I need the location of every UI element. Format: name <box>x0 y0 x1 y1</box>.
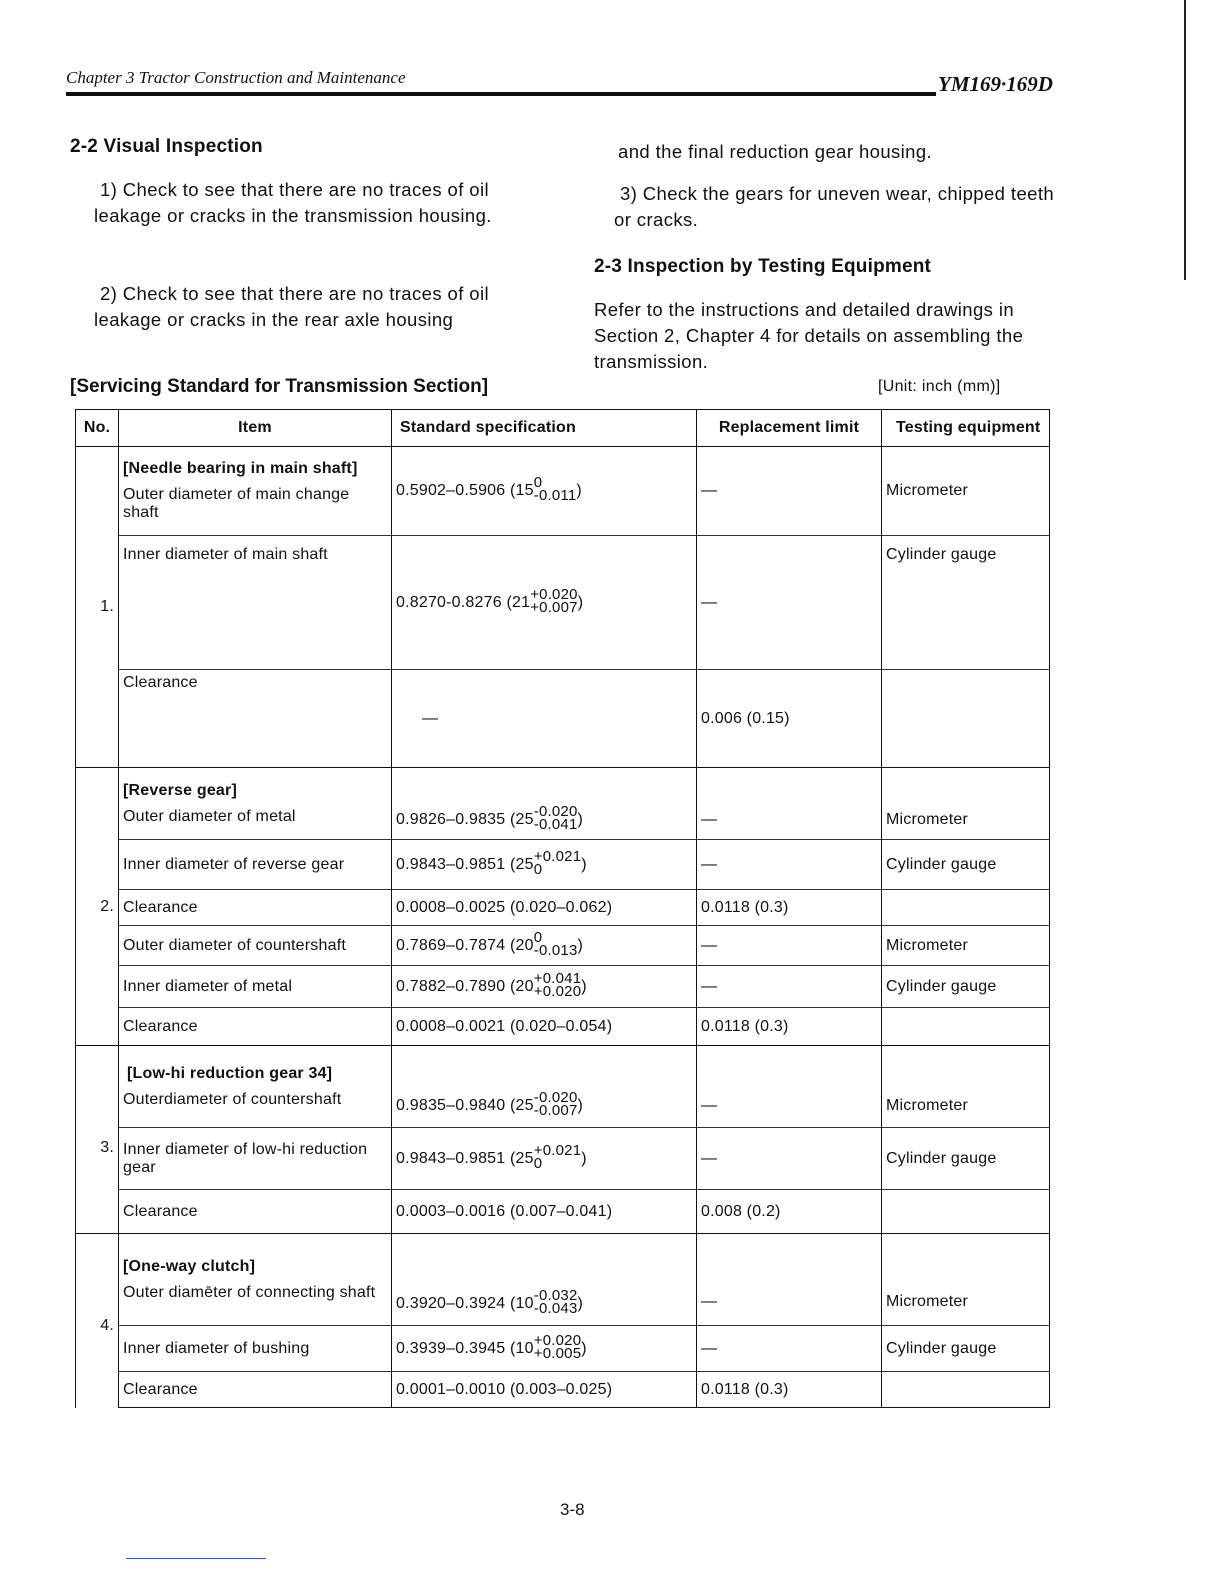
table-row <box>76 670 1050 768</box>
model-header: YM169·169D <box>938 72 1053 96</box>
group-number: 1. <box>76 447 119 768</box>
testing-cell: Micrometer <box>882 768 1050 840</box>
item-label: Clearance <box>119 1372 392 1408</box>
std-close: ) <box>581 1149 587 1167</box>
std-close: ) <box>577 1097 584 1115</box>
tol-upper: +0.041 <box>533 969 582 987</box>
tol-lower: +0.007 <box>530 598 578 616</box>
page-edge-line <box>1184 0 1186 280</box>
replacement-cell: 0.0118 (0.3) <box>697 1008 882 1046</box>
table-row <box>76 966 1050 1008</box>
paragraph-3: 3) Check the gears for uneven wear, chipped teeth or cracks. <box>614 183 1055 230</box>
std-close: ) <box>576 482 582 500</box>
table-row <box>76 1234 1050 1326</box>
std-cell: — <box>392 670 697 768</box>
testing-cell <box>882 890 1050 926</box>
std-cell <box>392 536 697 670</box>
tol-upper: +0.020 <box>530 585 578 603</box>
std-value: 0.3920–0.3924 (10 <box>396 1295 534 1313</box>
item-label: Outer diameter of main change shaft <box>123 486 350 521</box>
header-replacement: Replacement limit <box>697 410 882 447</box>
replacement-cell: — <box>697 768 882 840</box>
paragraph-1: 1) Check to see that there are no traces of oil leakage or cracks in the transmission housing. <box>94 179 492 226</box>
std-cell: 0.0008–0.0025 (0.020–0.062) <box>392 890 697 926</box>
group-title: [Reverse gear] <box>123 781 237 799</box>
section-visual-inspection-title: 2-2 Visual Inspection <box>70 136 263 157</box>
tolerance <box>533 928 578 959</box>
table-title: [Servicing Standard for Transmission Section] <box>70 376 489 397</box>
std-value: 0.9843–0.9851 (25 <box>396 1149 534 1167</box>
item-label: Clearance <box>119 1190 392 1234</box>
section-testing-equipment-title: 2-3 Inspection by Testing Equipment <box>594 256 932 277</box>
tol-lower: -0.007 <box>533 1102 578 1119</box>
tol-upper: 0 <box>533 474 543 491</box>
tolerance <box>533 847 582 878</box>
header-no: No. <box>76 410 119 447</box>
table-row <box>76 1046 1050 1128</box>
replacement-cell: 0.0118 (0.3) <box>697 890 882 926</box>
std-value: 0.5902–0.5906 (15 <box>396 482 534 500</box>
tolerance <box>533 969 582 1000</box>
replacement-cell: — <box>697 1234 882 1326</box>
replacement-cell: — <box>697 1128 882 1190</box>
tol-upper: -0.032 <box>533 1287 578 1304</box>
servicing-standard-table <box>75 409 1050 1408</box>
std-cell <box>392 840 697 890</box>
replacement-cell: — <box>697 840 882 890</box>
item-label: Inner diameter of metal <box>119 966 392 1008</box>
testing-cell: Cylinder gauge <box>882 536 1050 670</box>
paragraph-continued: and the final reduction gear housing. <box>618 141 933 162</box>
chapter-header: Chapter 3 Tractor Construction and Maintenance <box>66 68 406 87</box>
table-row <box>76 536 1050 670</box>
unit-label: [Unit: inch (mm)] <box>878 378 1001 395</box>
table-row <box>76 890 1050 926</box>
tol-lower: 0 <box>533 1154 543 1172</box>
testing-cell <box>882 1008 1050 1046</box>
std-close: ) <box>581 855 587 873</box>
tol-upper: -0.020 <box>533 1089 578 1106</box>
std-cell <box>392 1128 697 1190</box>
testing-cell: Cylinder gauge <box>882 1326 1050 1372</box>
table-header-row <box>76 410 1050 447</box>
replacement-cell: — <box>697 926 882 966</box>
item-label: Inner diameter of low-hi reduction gear <box>119 1128 392 1190</box>
testing-cell: Micrometer <box>882 1046 1050 1128</box>
tol-upper: +0.020 <box>533 1331 582 1349</box>
item-cell <box>119 447 392 536</box>
std-close: ) <box>581 977 587 995</box>
item-label: Outerdiameter of countershaft <box>123 1090 342 1108</box>
std-close: ) <box>577 936 584 954</box>
item-label: Outer diamēter of connecting shaft <box>123 1283 376 1301</box>
std-cell <box>392 1326 697 1372</box>
tolerance <box>533 1331 582 1362</box>
std-cell: 0.0003–0.0016 (0.007–0.041) <box>392 1190 697 1234</box>
tol-lower: -0.043 <box>533 1300 578 1317</box>
testing-cell: Micrometer <box>882 447 1050 536</box>
tol-lower: -0.011 <box>533 487 577 504</box>
paragraph-2: 2) Check to see that there are no traces of oil leakage or cracks in the rear axle housing <box>94 283 489 330</box>
item-label: Inner diameter of reverse gear <box>119 840 392 890</box>
testing-cell: Cylinder gauge <box>882 1128 1050 1190</box>
tol-upper: 0 <box>533 928 543 946</box>
tolerance <box>533 1141 582 1172</box>
header-testing: Testing equipment <box>882 410 1050 447</box>
testing-cell <box>882 1372 1050 1408</box>
item-label: Inner diameter of main shaft <box>119 536 392 670</box>
std-cell: 0.0008–0.0021 (0.020–0.054) <box>392 1008 697 1046</box>
group-title: [Needle bearing in main shaft] <box>123 460 358 477</box>
group-number: 2. <box>76 768 119 1046</box>
table-row <box>76 1190 1050 1234</box>
tol-lower: 0 <box>533 860 543 878</box>
tol-upper: +0.021 <box>533 1141 582 1159</box>
item-cell <box>119 1234 392 1326</box>
std-close: ) <box>581 1339 587 1357</box>
std-value: 0.3939–0.3945 (10 <box>396 1339 534 1357</box>
tolerance <box>534 476 577 502</box>
testing-cell: Cylinder gauge <box>882 966 1050 1008</box>
item-label: Outer diameter of metal <box>123 807 296 825</box>
paragraph-4: Refer to the instructions and detailed drawings in Section 2, Chapter 4 for details on assembling the transmission. <box>594 299 1024 372</box>
item-cell <box>119 1046 392 1128</box>
std-cell <box>392 926 697 966</box>
table-row <box>76 768 1050 840</box>
std-value: 0.9826–0.9835 (25 <box>396 811 534 829</box>
decorative-rule <box>126 1558 266 1559</box>
table-row <box>76 1372 1050 1408</box>
group-number: 4. <box>76 1234 119 1408</box>
std-cell <box>392 768 697 840</box>
table-row <box>76 447 1050 536</box>
group-number: 3. <box>76 1046 119 1234</box>
page-number: 3-8 <box>560 1500 585 1519</box>
item-label: Inner diameter of bushing <box>119 1326 392 1372</box>
replacement-cell: — <box>697 447 882 536</box>
testing-cell: Micrometer <box>882 926 1050 966</box>
item-label: Clearance <box>119 670 392 768</box>
std-value: 0.7882–0.7890 (20 <box>396 977 534 995</box>
std-value: 0.7869–0.7874 (20 <box>396 936 534 954</box>
tol-upper: +0.021 <box>533 847 582 865</box>
std-cell <box>392 447 697 536</box>
tolerance <box>530 585 578 616</box>
std-value: 0.9835–0.9840 (25 <box>396 1097 534 1115</box>
std-value: 0.8270-0.8276 (21 <box>396 593 531 611</box>
std-close: ) <box>577 593 584 611</box>
item-cell <box>119 768 392 840</box>
replacement-cell: — <box>697 1046 882 1128</box>
table-row <box>76 1008 1050 1046</box>
header-rule <box>66 92 936 96</box>
replacement-cell: 0.0118 (0.3) <box>697 1372 882 1408</box>
table-row <box>76 840 1050 890</box>
item-label: Outer diameter of countershaft <box>119 926 392 966</box>
group-title: [One-way clutch] <box>123 1257 256 1275</box>
header-item: Item <box>119 410 392 447</box>
tol-lower: -0.041 <box>533 816 578 833</box>
table-row <box>76 926 1050 966</box>
std-value: 0.9843–0.9851 (25 <box>396 855 534 873</box>
std-close: ) <box>577 1295 584 1313</box>
item-label: Clearance <box>119 890 392 926</box>
replacement-cell: — <box>697 1326 882 1372</box>
testing-cell <box>882 1190 1050 1234</box>
testing-cell: Micrometer <box>882 1234 1050 1326</box>
replacement-cell: — <box>697 536 882 670</box>
replacement-cell: 0.006 (0.15) <box>697 670 882 768</box>
tolerance <box>534 805 578 831</box>
item-label: Clearance <box>119 1008 392 1046</box>
tolerance <box>534 1289 578 1315</box>
header-standard: Standard specification <box>392 410 697 447</box>
std-cell: 0.0001–0.0010 (0.003–0.025) <box>392 1372 697 1408</box>
std-cell <box>392 966 697 1008</box>
testing-cell: Cylinder gauge <box>882 840 1050 890</box>
std-close: ) <box>577 811 584 829</box>
tol-lower: -0.013 <box>533 941 578 959</box>
group-title: [Low-hi reduction gear 34] <box>127 1064 333 1082</box>
tolerance <box>534 1091 578 1117</box>
tol-upper: -0.020 <box>533 803 578 820</box>
std-cell <box>392 1046 697 1128</box>
replacement-cell: — <box>697 966 882 1008</box>
testing-cell <box>882 670 1050 768</box>
tol-lower: +0.005 <box>533 1344 582 1362</box>
std-cell <box>392 1234 697 1326</box>
table-row <box>76 1128 1050 1190</box>
table-row <box>76 1326 1050 1372</box>
tol-lower: +0.020 <box>533 982 582 1000</box>
replacement-cell: 0.008 (0.2) <box>697 1190 882 1234</box>
